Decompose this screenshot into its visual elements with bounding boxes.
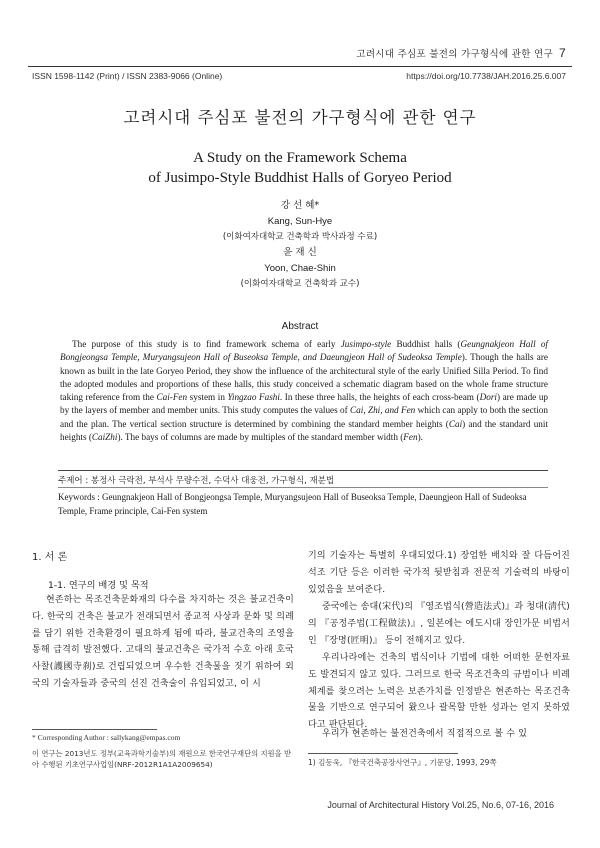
title-english-line2: of Jusimpo-Style Buddhist Halls of Goryeo Period (148, 170, 452, 186)
keywords-ko-list: 봉정사 극락전, 부석사 무량수전, 수덕사 대웅전, 가구형식, 재분법 (90, 476, 335, 486)
keywords-korean (58, 474, 548, 486)
header-divider (28, 66, 572, 67)
doi-link[interactable]: https://doi.org/10.7738/JAH.2016.25.6.007 (406, 71, 566, 81)
keywords-english (58, 491, 548, 518)
corresponding-author: * Corresponding Author : sallykang@empas.com (32, 733, 181, 742)
footnote-1: 1) 김동욱, 『한국건축공장사연구』, 기문당, 1993, 29쪽 (308, 758, 497, 767)
journal-footer: Journal of Architectural History Vol.25, No.6, 07-16, 2016 (327, 800, 554, 810)
footnote-rule-right (308, 753, 458, 754)
issn: ISSN 1598-1142 (Print) / ISSN 2383-9066 (Online) (32, 71, 223, 81)
section-heading: 1. 서 론 (32, 552, 68, 563)
running-title: 고려시대 주심포 불전의 가구형식에 관한 연구 (356, 49, 554, 60)
abstract-heading: Abstract (281, 321, 319, 332)
footnote-rule-left (32, 729, 157, 730)
keywords-en-label: Keywords : (58, 492, 100, 502)
keywords-ko-label: 주제어 : (58, 476, 89, 486)
author-2-name-en: Yoon, Chae-Shin (264, 263, 336, 274)
title-english-line1: A Study on the Framework Schema (193, 150, 407, 166)
author-2-name-ko: 윤 재 신 (283, 247, 317, 258)
abstract-text: The purpose of this study is to find framework schema of early Jusimpo-style Buddhist halls (Geungnakjeon Hall of Bongjeongsa Temple, Muryangsujeon Hall of Buseoksa Temple, and Daeungjeon Hall of Sudeoksa Temple). Though the halls are known as built in the late Goryeo Period, they show the influence of the architectural style of the early Unified Silla Period. To find the adopted modules and proportions of these halls, this study conceived a schematic diagram based on the whole frame structure taking reference from the Cai-Fen system in Yingzao Fashi. In these three halls, the heights of each cross-beam (Dori) are made up by the layers of member and member units. This study computes the values of Cai, Zhi, and Fen which can apply to both the section and the plan. The vertical section structure is determined by combining the standard member heights (Cai) and the standard unit heights (CaiZhi). The bays of columns are made by multiples of the standard member width (Fen). (60, 339, 549, 443)
author-1-name-en: Kang, Sun-Hye (267, 216, 333, 227)
grant-note: 이 연구는 2013년도 정부(교육과학기술부)의 재원으로 한국연구재단의 지원을 받아 수행된 기초연구사업임(NRF-2012R1A1A2009654) (32, 749, 292, 769)
keywords-mid-rule (58, 487, 548, 488)
body-left-paragraph: 현존하는 목조건축문화재의 다수를 차지하는 것은 불교건축이다. 한국의 건축은 불교가 전래되면서 종교적 사상과 문화 및 의례를 담기 위한 건축환경이 필요하게 됨에 따라, 불교건축의 조영을 통해 급격히 발전했다. 고대의 불교건축은 국가적 수호 아래 호국사찰(護國寺刹)로 건립되었으며 우수한 건축물을 짓기 위하여 외국의 기술자들과 중국의 선진 건축술이 유입되었고, 이 시 (32, 595, 294, 689)
subsection-heading: 1-1. 연구의 배경 및 목적 (48, 580, 149, 591)
body-right-paragraph-3: 우리나라에는 건축의 법식이나 기법에 대한 어떠한 문헌자료도 발견되지 않고 있다. 그러므로 한국 목조건축의 규범이나 비례체계를 찾으려는 노력은 보존가치를 인정받은 현존하는 목조건축물을 기반으로 연구되어 왔으나 괄목할 만한 성과는 얻지 못하였다고 판단된다. (308, 653, 570, 731)
running-header (356, 46, 566, 60)
author-1-affiliation: (이화여자대학교 건축학과 박사과정 수료) (222, 232, 378, 242)
body-right-paragraph-1: 기의 기술자는 특별히 우대되었다.1) 장엄한 배치와 잘 다듬어진 석조 기단 등은 이러한 국가적 뒷받침과 전문적 기술력의 바탕이 있었음을 보여준다. (308, 551, 570, 595)
keywords-top-rule (58, 470, 548, 471)
author-2-affiliation: (이화여자대학교 건축학과 교수) (240, 279, 360, 289)
body-right-paragraph-2: 중국에는 송대(宋代)의 『영조법식(營造法式)』과 청대(淸代)의 『공정주법(工程做法)』, 일본에는 에도시대 장인가문 비법서인 『장명(匠明)』 등이 전해지고 있다. (308, 602, 570, 646)
title-english (0, 148, 600, 188)
page-number: 7 (559, 46, 566, 60)
title-korean: 고려시대 주심포 불전의 가구형식에 관한 연구 (123, 108, 477, 127)
keywords-en-list: Geungnakjeon Hall of Bongjeongsa Temple, Muryangsujeon Hall of Buseoksa Temple, Daeungjeon Hall of Sudeoksa Temple, Frame principle, Cai-Fen system (58, 492, 527, 516)
body-right-paragraph-4: 우리가 현존하는 불전건축에서 직접적으로 볼 수 있 (322, 729, 528, 739)
author-1-name-ko: 강 선 혜* (280, 200, 320, 211)
